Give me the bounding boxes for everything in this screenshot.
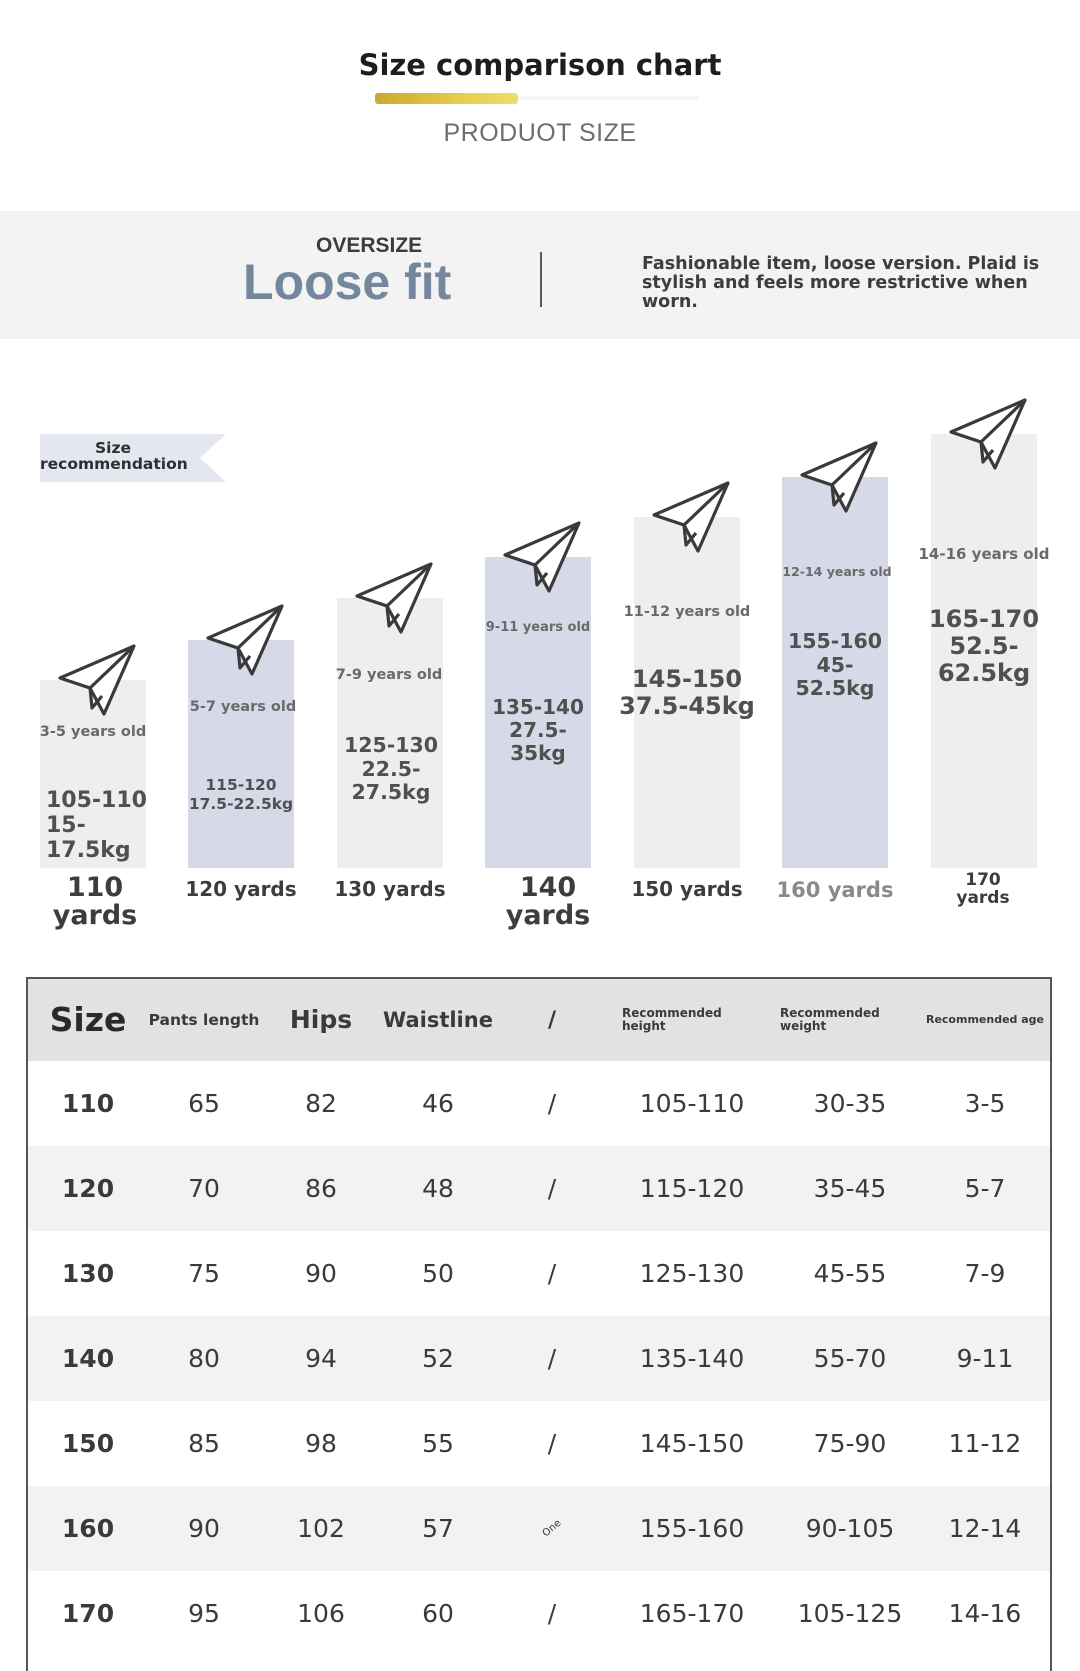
bar-age-label: 3-5 years old [39,724,147,740]
table-size-cell: 150 [61,1429,115,1458]
table-header-cell: Pants length [148,1010,260,1029]
table-cell: 65 [188,1089,220,1118]
table-cell: 90 [188,1514,220,1543]
table-row [28,1061,1050,1146]
paper-plane-icon [499,521,583,593]
bar-weight-range: 37.5-45kg [619,692,755,720]
bar-weight-range: 45-52.5kg [795,652,875,700]
bar-height-range: 115-120 [205,776,277,794]
bar-yards-label: 120 yards [185,877,297,901]
bar-height-range: 165-170 [928,605,1040,633]
table-size-cell: 110 [61,1089,115,1118]
table-row [28,1316,1050,1401]
title-underline-faint [518,96,698,100]
fit-description: Fashionable item, loose version. Plaid is stylish and feels more restrictive when worn. [642,254,1040,312]
bar-height-weight [614,666,760,720]
table-cell: 105-125 [797,1599,903,1628]
table-cell: 3-5 [964,1089,1006,1118]
paper-plane-icon [796,441,880,513]
bar-height-weight [782,630,888,701]
table-size-cell: 160 [61,1514,115,1543]
table-header-cell: Hips [289,1005,353,1034]
table-cell: 5-7 [964,1174,1006,1203]
table-cell: 52 [422,1344,454,1373]
bar-height-range: 155-160 [787,629,883,653]
table-cell: 55 [422,1429,454,1458]
table-cell: 55-70 [813,1344,887,1373]
bar-weight-range: 22.5-27.5kg [351,756,431,804]
paper-plane-icon [54,644,138,716]
bar-age-label: 9-11 years old [485,620,591,635]
table-cell: 70 [188,1174,220,1203]
bar-age-label: 7-9 years old [335,667,443,683]
table-row [28,1401,1050,1486]
bar-height-range: 105-110 [46,788,147,813]
bar-age-label: 12-14 years old [782,564,892,579]
fit-title: Loose fit [243,254,452,310]
bar-weight-range: 17.5-22.5kg [188,794,294,813]
table-cell: / [547,1344,557,1373]
table-cell: 11-12 [948,1429,1022,1458]
table-cell: 135-140 [639,1344,745,1373]
table-header-cell: Recommended weight [780,1006,880,1033]
table-cell: 75 [188,1259,220,1288]
bar-height-weight [188,776,294,813]
table-cell: 86 [305,1174,337,1203]
table-cell: / [547,1089,557,1118]
table-cell: / [547,1429,557,1458]
table-cell: 60 [422,1599,454,1628]
paper-plane-icon [351,562,435,634]
bar-age-label: 11-12 years old [623,604,751,620]
oversize-label: OVERSIZE [316,234,423,257]
table-cell: 106 [297,1599,345,1628]
table-cell: 165-170 [639,1599,745,1628]
table-cell: / [547,1174,557,1203]
bar-weight-range: 15-17.5kg [46,813,131,863]
table-cell: 145-150 [639,1429,745,1458]
paper-plane-icon [945,398,1029,470]
page-subtitle: PRODUOT SIZE [443,119,637,147]
page-title: Size comparison chart [358,48,722,82]
table-cell: 57 [422,1514,454,1543]
table-cell: 85 [188,1429,220,1458]
table-cell: 46 [422,1089,454,1118]
recommendation-label: Size recommendation [40,439,188,473]
table-cell: 98 [305,1429,337,1458]
bar-yards-label: 160 yards [776,878,894,902]
table-cell: 9-11 [956,1344,1014,1373]
table-header-cell: Recommended height [622,1006,722,1033]
table-row [28,1231,1050,1316]
table-cell: 75-90 [813,1429,887,1458]
table-cell: 82 [305,1089,337,1118]
bar-weight-range: 52.5-62.5kg [937,632,1031,687]
bar-height-weight [46,788,166,863]
table-cell: One [540,1517,564,1540]
table-cell: 90-105 [805,1514,895,1543]
table-header-cell: / [547,1007,557,1033]
paper-plane-icon [648,481,732,553]
table-cell: 90 [305,1259,337,1288]
table-cell: 50 [422,1259,454,1288]
table-row [28,1571,1050,1656]
bar-age-label: 5-7 years old [189,699,297,715]
bar-yards-label: 140 yards [505,872,591,931]
bar-weight-range: 27.5-35kg [509,718,567,765]
bar-height-weight [911,606,1057,687]
bar-height-range: 145-150 [631,665,743,693]
table-header-cell: Waistline [383,1008,493,1032]
bar-yards-label: 130 yards [334,877,446,901]
banner-divider [540,252,542,307]
table-cell: 95 [188,1599,220,1628]
table-cell: / [547,1259,557,1288]
table-header [28,979,1050,1061]
table-cell: 102 [297,1514,345,1543]
table-size-cell: 140 [61,1344,115,1373]
table-size-cell: 170 [61,1599,115,1628]
table-row [28,1146,1050,1231]
table-cell: / [547,1599,557,1628]
table-cell: 94 [305,1344,337,1373]
bar-yards-label: 170 yards [956,870,1010,908]
bar-height-range: 125-130 [343,733,439,757]
table-cell: 125-130 [639,1259,745,1288]
table-cell: 35-45 [813,1174,887,1203]
table-cell: 48 [422,1174,454,1203]
table-size-cell: 130 [61,1259,115,1288]
table-header-cell: Size [49,1000,127,1039]
title-underline [375,93,518,104]
size-table [26,977,1052,1671]
bar-height-weight [485,696,591,765]
table-cell: 12-14 [948,1514,1022,1543]
table-cell: 45-55 [813,1259,887,1288]
bar-yards-label: 110 yards [52,872,138,931]
table-cell: 115-120 [639,1174,745,1203]
bar-yards-label: 150 yards [631,877,743,901]
bar-height-range: 135-140 [492,695,584,719]
table-cell: 7-9 [964,1259,1006,1288]
table-cell: 30-35 [813,1089,887,1118]
bar-age-label: 14-16 years old [918,545,1050,563]
table-cell: 80 [188,1344,220,1373]
table-header-cell: Recommended age [925,1013,1045,1026]
table-cell: 105-110 [639,1089,745,1118]
table-size-cell: 120 [61,1174,115,1203]
paper-plane-icon [202,604,286,676]
table-row [28,1486,1050,1571]
bar-height-weight [326,734,456,805]
table-cell: 155-160 [639,1514,745,1543]
table-cell: 14-16 [948,1599,1022,1628]
